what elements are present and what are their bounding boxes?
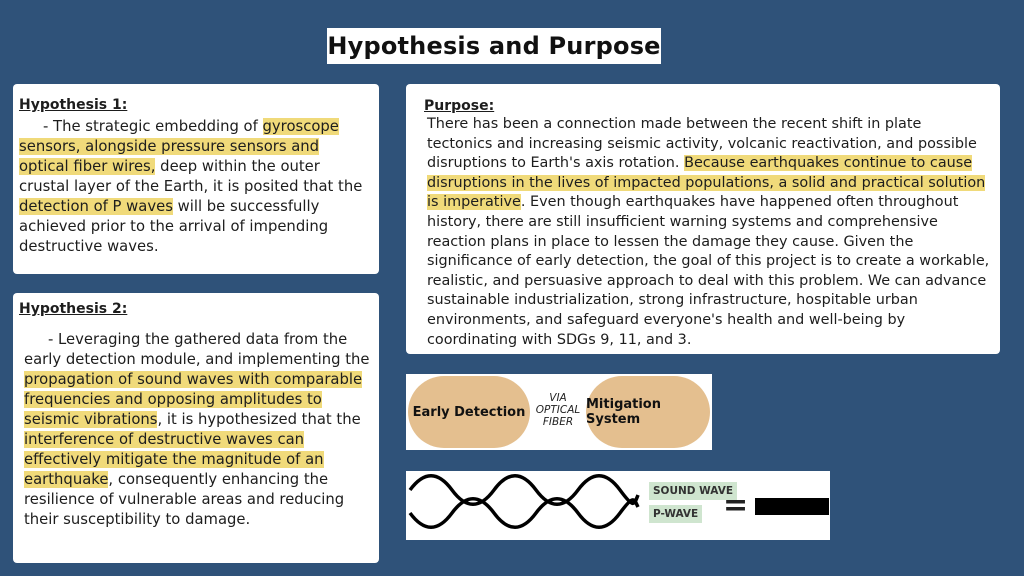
hypothesis-2-text-part: , it is hypothesized that the [157, 411, 361, 428]
page-title: Hypothesis and Purpose [327, 28, 661, 64]
purpose-heading: Purpose: [424, 98, 495, 114]
hypothesis-1-text-part: deep within the outer crustal layer of the Earth, it is posited that the [19, 158, 363, 195]
purpose-highlight: Because earthquakes continue to cause disruptions in the lives of impacted populations, a solid and practical solution is imperative [427, 155, 986, 211]
sound-wave-icon [410, 476, 638, 505]
sound-wave-label: SOUND WAVE [649, 482, 737, 500]
cancelled-wave-bar [755, 498, 829, 515]
hypothesis-2-text-part: , consequently enhancing the resilience of vulnerable areas and reducing their susceptibility to damage. [24, 471, 345, 528]
mitigation-system-pill: Mitigation System [586, 376, 710, 448]
p-wave-icon [410, 499, 638, 528]
via-optical-fiber-label: VIA OPTICAL FIBER [535, 392, 581, 428]
hypothesis-1-highlight: gyroscope sensors, alongside pressure sensors and optical fiber wires, [19, 118, 339, 175]
purpose-text-part: . Even though earthquakes have happened often throughout history, there are still insufficient warning systems and comprehensive reaction plans in place to lessen the damage they cause. Given the significance of early detection, the goal of this project is to create a workable, realistic, and persuasive approach to deal with this problem. We can advance sustainable industrialization, strong infrastructure, hospitable urban environments, and safeguard everyone's health and well-being by coordinating with SDGs 9, 11, and 3. [427, 194, 990, 348]
purpose-text-part: There has been a connection made between the recent shift in plate tectonics and increasing seismic activity, volcanic reactivation, and possible disruptions to Earth's axis rotation. [427, 116, 977, 172]
hypothesis-1-heading: Hypothesis 1: [19, 97, 128, 113]
hypothesis-1-card [13, 84, 379, 274]
equals-sign: = [723, 488, 749, 523]
p-wave-label: P-WAVE [649, 505, 702, 523]
hypothesis-2-text-part: - Leveraging the gathered data from the early detection module, and implementing the [24, 331, 370, 368]
purpose-card [406, 84, 1000, 354]
purpose-text [427, 115, 990, 350]
detection-flow-diagram [406, 374, 712, 450]
hypothesis-2-heading: Hypothesis 2: [19, 301, 128, 317]
hypothesis-1-text-part: will be successfully achieved prior to the arrival of impending destructive waves. [19, 198, 329, 255]
hypothesis-2-highlight: propagation of sound waves with comparable frequencies and opposing amplitudes to seismic vibrations [24, 371, 363, 428]
hypothesis-1-highlight: detection of P waves [19, 198, 173, 215]
hypothesis-2-highlight: interference of destructive waves can effectively mitigate the magnitude of an earthquake [24, 431, 324, 488]
wave-interference-diagram [406, 471, 830, 540]
hypothesis-1-text [19, 117, 371, 257]
hypothesis-1-text-part: - The strategic embedding of [43, 118, 263, 135]
hypothesis-2-text [24, 330, 371, 530]
early-detection-pill: Early Detection [408, 376, 530, 448]
hypothesis-2-card [13, 293, 379, 563]
